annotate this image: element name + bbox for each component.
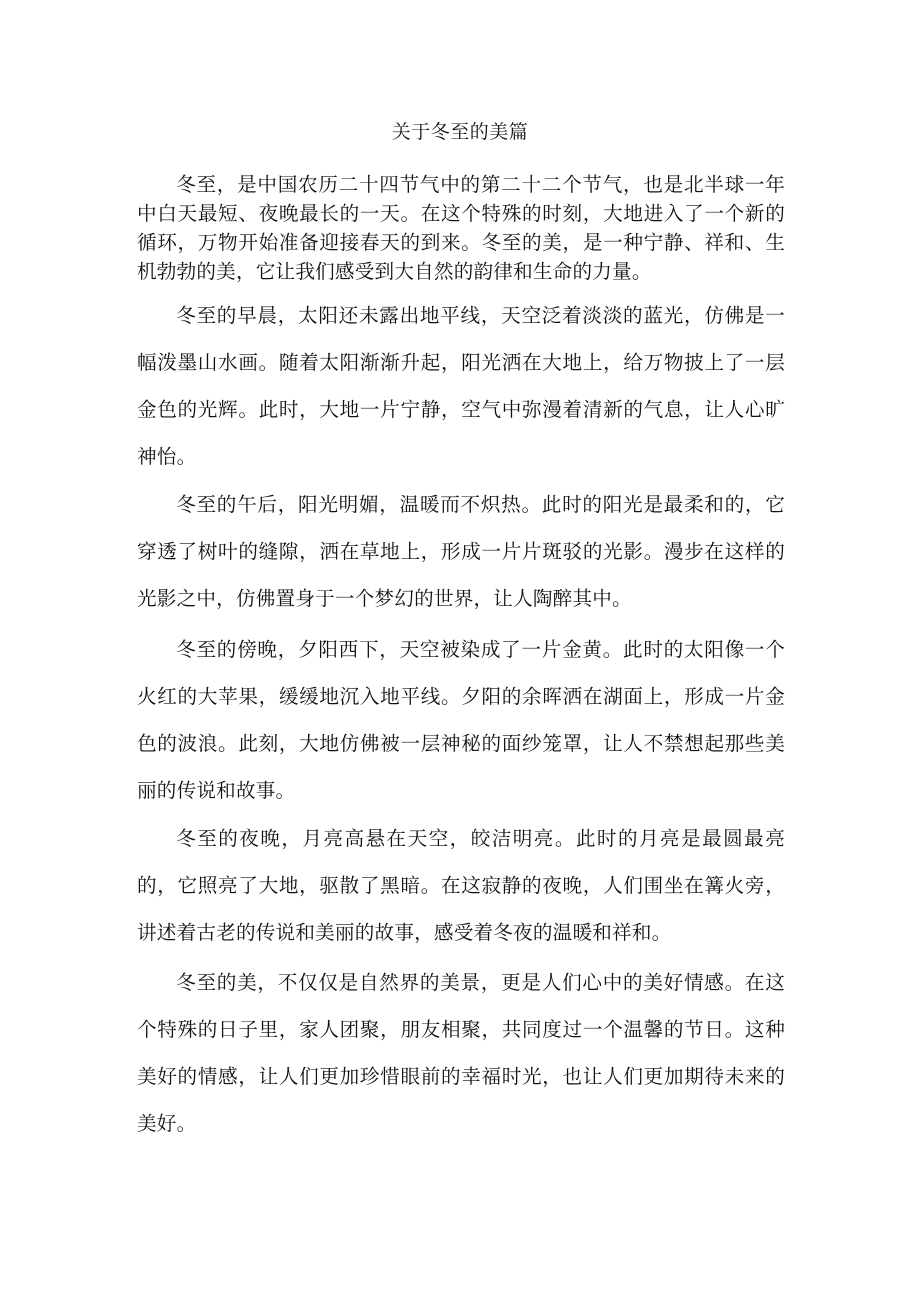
paragraph-evening: 冬至的傍晚，夕阳西下，天空被染成了一片金黄。此时的太阳像一个火红的大苹果，缓缓地沉入地平线。夕阳的余晖洒在湖面上，形成一片金色的波浪。此刻，大地仿佛被一层神秘的面纱笼罩，让人不禁想起那些美丽的传说和故事。	[137, 638, 785, 802]
paragraph-night: 冬至的夜晚，月亮高悬在天空，皎洁明亮。此时的月亮是最圆最亮的，它照亮了大地，驱散了黑暗。在这寂静的夜晚，人们围坐在篝火旁，讲述着古老的传说和美丽的故事，感受着冬夜的温暖和祥和。	[137, 827, 785, 944]
paragraph-afternoon: 冬至的午后，阳光明媚，温暖而不炽热。此时的阳光是最柔和的，它穿透了树叶的缝隙，洒在草地上，形成一片片斑驳的光影。漫步在这样的光影之中，仿佛置身于一个梦幻的世界，让人陶醉其中。	[137, 493, 785, 610]
paragraph-intro: 冬至，是中国农历二十四节气中的第二十二个节气，也是北半球一年中白天最短、夜晚最长的一天。在这个特殊的时刻，大地进入了一个新的循环，万物开始准备迎接春天的到来。冬至的美，是一种宁静、祥和、生机勃勃的美，它让我们感受到大自然的韵律和生命的力量。	[137, 173, 785, 283]
paragraph-morning: 冬至的早晨，太阳还未露出地平线，天空泛着淡淡的蓝光，仿佛是一幅泼墨山水画。随着太阳渐渐升起，阳光洒在大地上，给万物披上了一层金色的光辉。此时，大地一片宁静，空气中弥漫着清新的气息，让人心旷神怡。	[137, 304, 785, 468]
document-title: 关于冬至的美篇	[391, 121, 529, 143]
paragraph-conclusion: 冬至的美，不仅仅是自然界的美景，更是人们心中的美好情感。在这个特殊的日子里，家人团聚，朋友相聚，共同度过一个温馨的节日。这种美好的情感，让人们更加珍惜眼前的幸福时光，也让人们更加期待未来的美好。	[137, 971, 785, 1135]
